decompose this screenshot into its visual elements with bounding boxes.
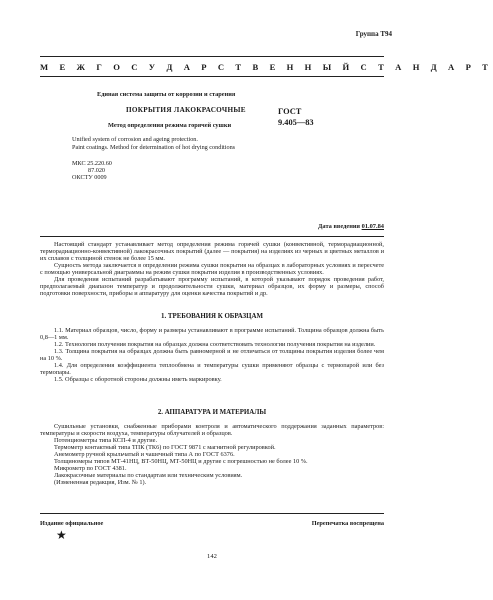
english-title [72,136,235,152]
header-divider [40,236,384,237]
clause: Лакокрасочные материалы по стандартам или техническим условиям. [54,472,243,480]
gost-code: 9.405—83 [278,118,314,127]
date-value: 01.07.84 [361,223,384,230]
section-1-text [40,327,384,383]
clause: Сушильные установки, снабженные приборами контроля и автоматического поддержания заданных параметров: температуры и скорости воздуха, температуры облучателей и образцов. [40,423,384,438]
date-label: Дата введения [318,223,361,230]
document-subtitle: Метод определения режима горячей сушки [108,122,232,129]
official-edition: Издание официальное [40,520,104,527]
section-1-heading: 1. ТРЕБОВАНИЯ К ОБРАЗЦАМ [161,313,263,320]
intro-paragraph: Сущность метода заключается в определении режима сушки покрытия на образцах в лабораторных условиях и пересчете с помощью универсальной диаграммы на режим сушки покрытия изделия в производственных условиях. [40,262,384,277]
intro-paragraph: Настоящий стандарт устанавливает метод определения режима горячей сушки (конвективной, терморадиационной, терморадиационно-конвективной) лакокрасочных покрытий (далее — покрытия) на изделиях из черных и цветных металлов и их сплавов с толщиной стенок не более 15 мм. [40,241,384,263]
clause: Потенциометры типа КСП-4 и другие. [54,437,158,445]
gost-number [278,106,314,128]
section-2-heading: 2. АППАРАТУРА И МАТЕРИАЛЫ [157,409,267,416]
okstu-code: ОКСТУ 0009 [72,174,107,182]
clause: Микрометр по ГОСТ 4381. [54,465,127,473]
mks-code-2: 87.020 [88,167,106,175]
mks-code: МКС 25.220.60 [72,160,112,167]
page-number: 142 [207,553,217,560]
intro-text [40,241,384,297]
amendment-note: (Измененная редакция, Изм. № 1). [54,479,147,487]
gost-label: ГОСТ [278,107,302,116]
system-name: Единая система защиты от коррозии и старения [97,91,236,98]
clause: 1.4. Для определения коэффициента теплообмена и температуры сушки применяют образцы с термопарой или без термопары. [40,362,384,377]
clause: 1.3. Толщина покрытия на образцах должна быть равномерной и не отличаться от толщины покрытия изделия более чем на 10 %. [40,348,384,363]
standard-rule [40,76,384,77]
clause: 1.2. Технология получения покрытия на образцах должна соответствовать технологии получения покрытия на изделии. [54,341,376,349]
footer-divider [40,513,384,514]
top-rule [40,56,384,57]
clause: Толщиномеры типов МТ-41НЦ, ВТ-50НЦ, МТ-50НЦ и другие с погрешностью не более 10 %. [54,458,308,466]
introduction-date [318,223,384,230]
clause: 1.5. Образцы с оборотной стороны должны иметь маркировку. [54,376,222,384]
clause: Термометр контактный типа ТПК (ТК6) по ГОСТ 9871 с магнитной регулировкой. [54,444,276,452]
star-icon: ★ [56,528,67,542]
intro-paragraph: Для проведения испытаний разрабатывают программу испытаний, в которой указывают порядок проведения работ, предполагаемый диапазон температур и продолжительности сушки, материал образцов, их форму и размеры, способ подготовки поверхности, приборы и аппаратуру для оценки качества покрытий и др. [40,276,384,298]
reprint-prohibited: Перепечатка воспрещена [311,520,384,527]
english-title-line2: Paint coatings. Method for determination of hot drying conditions [72,144,236,152]
clause: 1.1. Материал образцов, число, форму и размеры устанавливают в программе испытаний. Толщина образцов должна быть 0,8—1 мм. [40,327,384,342]
section-2-text [40,423,384,486]
classification-codes [72,160,112,182]
standard-label: М Е Ж Г О С У Д А Р С Т В Е Н Н Ы Й С Т А Н Д А Р Т [40,62,493,72]
group-code: Группа Т94 [355,30,392,38]
document-title: ПОКРЫТИЯ ЛАКОКРАСОЧНЫЕ [126,106,246,114]
clause: Анемометр ручной крыльчатый и чашечный типа А по ГОСТ 6376. [54,451,235,459]
english-title-line1: Unified system of corrosion and ageing protection. [72,136,198,143]
